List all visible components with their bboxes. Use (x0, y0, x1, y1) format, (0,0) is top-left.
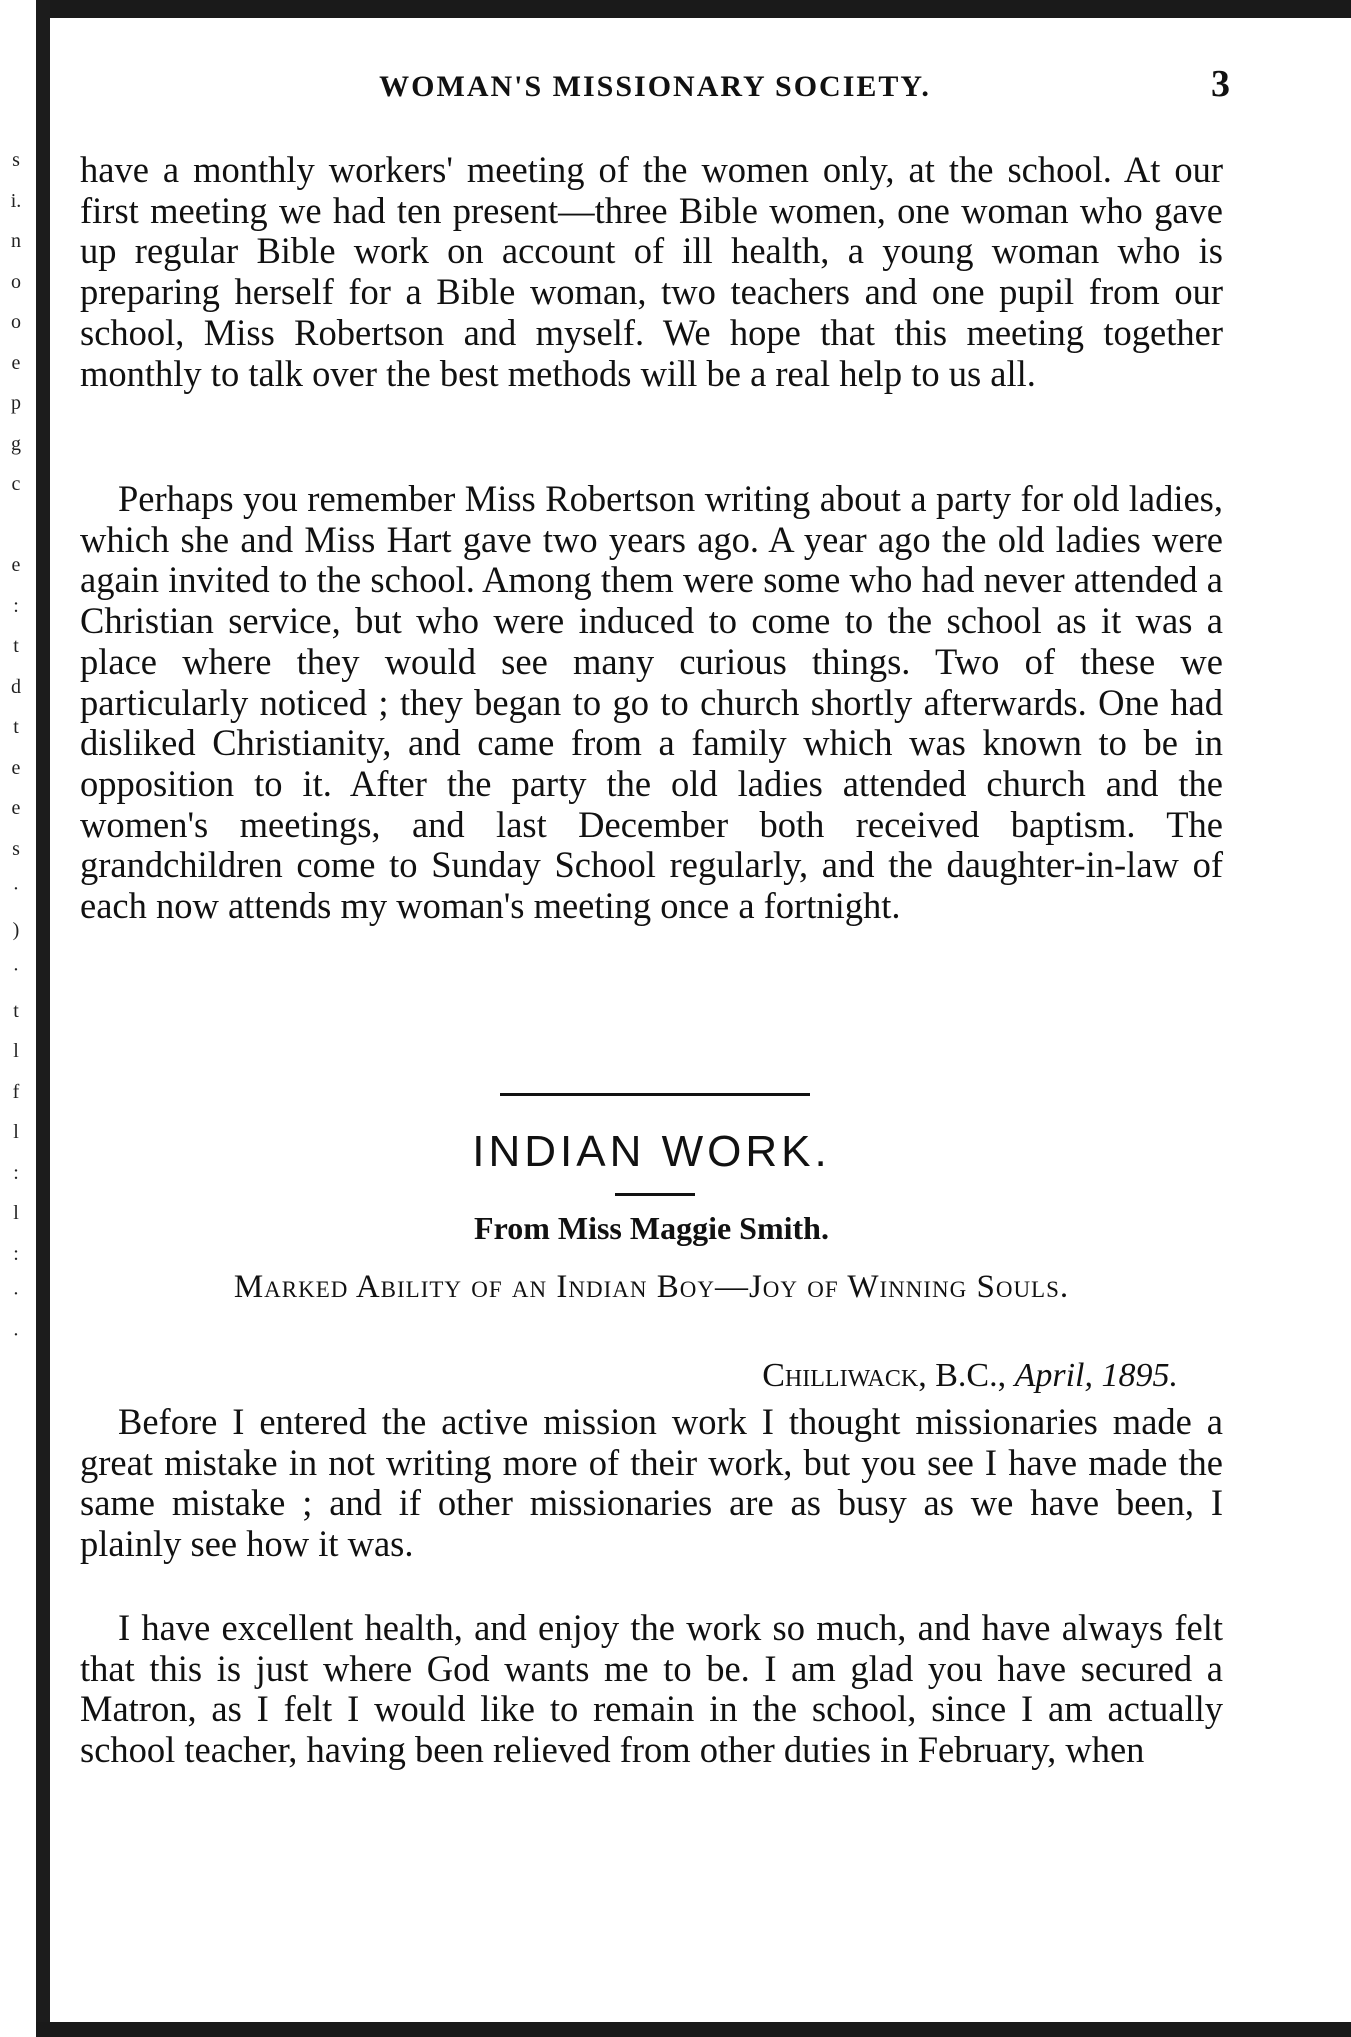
article-subhead: Marked Ability of an Indian Boy—Joy of Winning Souls. (233, 1269, 1070, 1305)
paragraph-4 (80, 1608, 1223, 1771)
margin-letter: d (11, 675, 21, 698)
section-title: INDIAN WORK. (472, 1127, 831, 1176)
margin-letter: e (11, 797, 21, 819)
paragraph-text: I have excellent health, and enjoy the work so much, and have always felt that this is just where God wants me to be. I am glad you have secured a Matron, as I felt I would like to remain in the school, since I am actually school teacher, having been relieved from other duties in February, when (80, 1607, 1223, 1771)
margin-letter: l (13, 1121, 19, 1143)
dateline (80, 1357, 1178, 1395)
paragraph-1 (80, 150, 1223, 394)
margin-letter: · (12, 878, 20, 900)
dateline-date: April, 1895. (1014, 1357, 1178, 1394)
margin-letter: t (13, 635, 19, 657)
margin-letter: t (13, 716, 19, 738)
margin-letter: i. (10, 189, 22, 212)
paragraph-3 (80, 1402, 1223, 1565)
margin-letter: c (11, 473, 21, 495)
margin-letter: e (11, 351, 21, 374)
margin-letter: p (11, 392, 21, 414)
margin-letter: : (13, 1242, 19, 1265)
top-border-rule (0, 0, 1351, 18)
margin-letter: e (11, 756, 21, 779)
margin-letter: : (13, 594, 19, 617)
section-divider (500, 1093, 810, 1096)
margin-letter: o (11, 311, 21, 333)
paragraph-text: Perhaps you remember Miss Robertson writing about a party for old ladies, which she and Miss Hart gave two years ago. A year ago the old ladies were again invited to the school. Among them were some who had never attended a Christian service, but who were induced to come to the school as it was a place where they would see many curious things. Two of these we particularly noticed ; they began to go to church shortly afterwards. One had disliked Christianity, and came from a family which was known to be in opposition to it. After the party the old ladies attended church and the women's meetings, and last December both received baptism. The grandchildren come to Sunday School regularly, and the daughter-in-law of each now attends my woman's meeting once a fortnight. (80, 478, 1223, 927)
margin-letter: · (12, 959, 20, 981)
paragraph-2 (80, 479, 1223, 927)
margin-letter: s (12, 149, 20, 171)
bottom-border-rule (36, 2022, 1351, 2037)
paragraph-text: Before I entered the active mission work I thought missionaries made a great mistake in not writing more of their work, but you see I have made the same mistake ; and if other missionaries are as busy as we have been, I plainly see how it was. (80, 1401, 1223, 1565)
margin-letter: l (13, 1040, 19, 1062)
margin-letter: e (11, 554, 21, 576)
margin-letter: : (13, 1161, 19, 1184)
margin-letter (6, 505, 26, 546)
page-header (80, 62, 1230, 112)
margin-letter: g (11, 432, 21, 455)
dateline-place: Chilliwack, B.C., (762, 1357, 1007, 1394)
paragraph-text: have a monthly workers' meeting of the women only, at the school. At our first meeting we had ten present—three Bible women, one woman who gave up regular Bible work on account of ill health, a young woman who is preparing herself for a Bible woman, two teachers and one pupil from our school, Miss Robertson and myself. We hope that this meeting together monthly to talk over the best methods will be a real help to us all. (80, 149, 1223, 394)
margin-letter: s (12, 837, 20, 860)
margin-letter: t (13, 999, 19, 1022)
margin-letter: f (12, 1080, 20, 1103)
margin-letter: l (13, 1202, 19, 1224)
margin-letter: n (11, 230, 21, 252)
margin-letter: o (11, 270, 21, 293)
title-underline (615, 1193, 695, 1196)
margin-letter: ) (12, 918, 20, 941)
margin-letter: · (12, 1323, 20, 1346)
byline: From Miss Maggie Smith. (474, 1210, 829, 1246)
adjacent-page-margin-text (6, 140, 26, 1355)
running-head: WOMAN'S MISSIONARY SOCIETY. (379, 70, 931, 103)
margin-letter: · (12, 1283, 20, 1305)
page-number: 3 (1211, 63, 1230, 105)
